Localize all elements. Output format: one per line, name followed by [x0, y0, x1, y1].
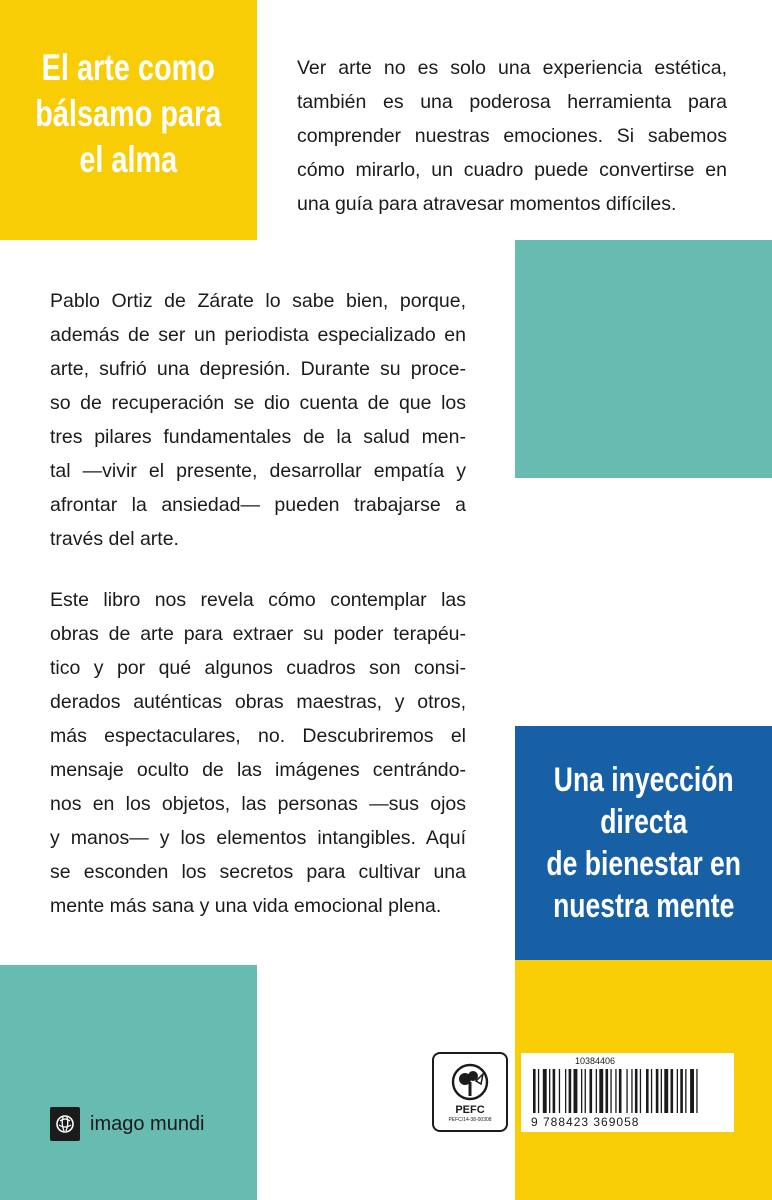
pefc-tree-logo-icon	[445, 1062, 495, 1102]
barcode-top-number: 10384406	[575, 1056, 616, 1066]
text-line: mente más sana y una vida emocional plena.	[50, 895, 442, 917]
publisher-logo	[50, 1107, 205, 1141]
text-line: Pablo Ortiz de Zárate lo sabe bien, porque,	[50, 290, 466, 312]
intro-paragraph	[297, 51, 727, 221]
text-line: y manos— y los elementos intangibles. Aquí	[50, 827, 466, 849]
text-line: más espectaculares, no. Descubriremos el	[50, 725, 466, 747]
headline-top-left	[0, 0, 257, 240]
pefc-label: PEFC	[455, 1104, 485, 1116]
isbn-barcode	[521, 1053, 734, 1132]
imago-mundi-logo-icon	[50, 1107, 80, 1141]
text-line: obras de arte para extraer su poder terapéu-	[50, 623, 466, 645]
text-line: mensaje oculto de las imágenes centrándo-	[50, 759, 466, 781]
text-line: derados auténticas obras maestras, y otros,	[50, 691, 466, 713]
text-line: tal —vivir el presente, desarrollar empatía y	[50, 460, 466, 482]
headline-line: directa	[600, 803, 687, 841]
text-line: tico y por qué algunos cuadros son consi-	[50, 657, 466, 679]
headline-line: bálsamo para	[35, 93, 222, 134]
headline-blue-box	[515, 726, 772, 960]
teal-block-bottom-left	[0, 965, 257, 1200]
headline-line: El arte como	[41, 47, 216, 88]
headline-line: de bienestar en	[546, 845, 741, 883]
book-description-paragraph	[50, 583, 466, 923]
author-paragraph	[50, 284, 466, 556]
pefc-code: PEFC/14-38-00308	[448, 1117, 492, 1123]
barcode-digits: 9 788423 369058	[531, 1115, 640, 1129]
text-line: también es una poderosa herramienta para	[297, 91, 727, 113]
barcode-icon	[531, 1069, 727, 1113]
text-line: una guía para atravesar momentos difíciles.	[297, 193, 677, 215]
text-line: cómo mirarlo, un cuadro puede convertirse en	[297, 159, 727, 181]
headline-line: nuestra mente	[552, 887, 735, 925]
text-line: Este libro nos revela cómo contemplar las	[50, 589, 466, 611]
text-line: afrontar la ansiedad— pueden trabajarse a	[50, 494, 466, 516]
text-line: so de recuperación se dio cuenta de que los	[50, 392, 466, 414]
teal-block-right	[515, 240, 772, 478]
text-line: arte, sufrió una depresión. Durante su proce-	[50, 358, 466, 380]
text-line: nos en los objetos, las personas —sus ojos	[50, 793, 466, 815]
headline-line: Una inyección	[553, 761, 734, 799]
pefc-certification	[432, 1052, 508, 1132]
text-line: tres pilares fundamentales de la salud men-	[50, 426, 466, 448]
publisher-name: imago mundi	[90, 1112, 205, 1135]
text-line: comprender nuestras emociones. Si sabemos	[297, 125, 727, 147]
text-line: además de ser un periodista especializado en	[50, 324, 466, 346]
headline-line: el alma	[79, 139, 178, 180]
text-line: se esconden los secretos para cultivar una	[50, 861, 466, 883]
text-line: Ver arte no es solo una experiencia estética,	[297, 57, 727, 79]
text-line: través del arte.	[50, 528, 179, 550]
